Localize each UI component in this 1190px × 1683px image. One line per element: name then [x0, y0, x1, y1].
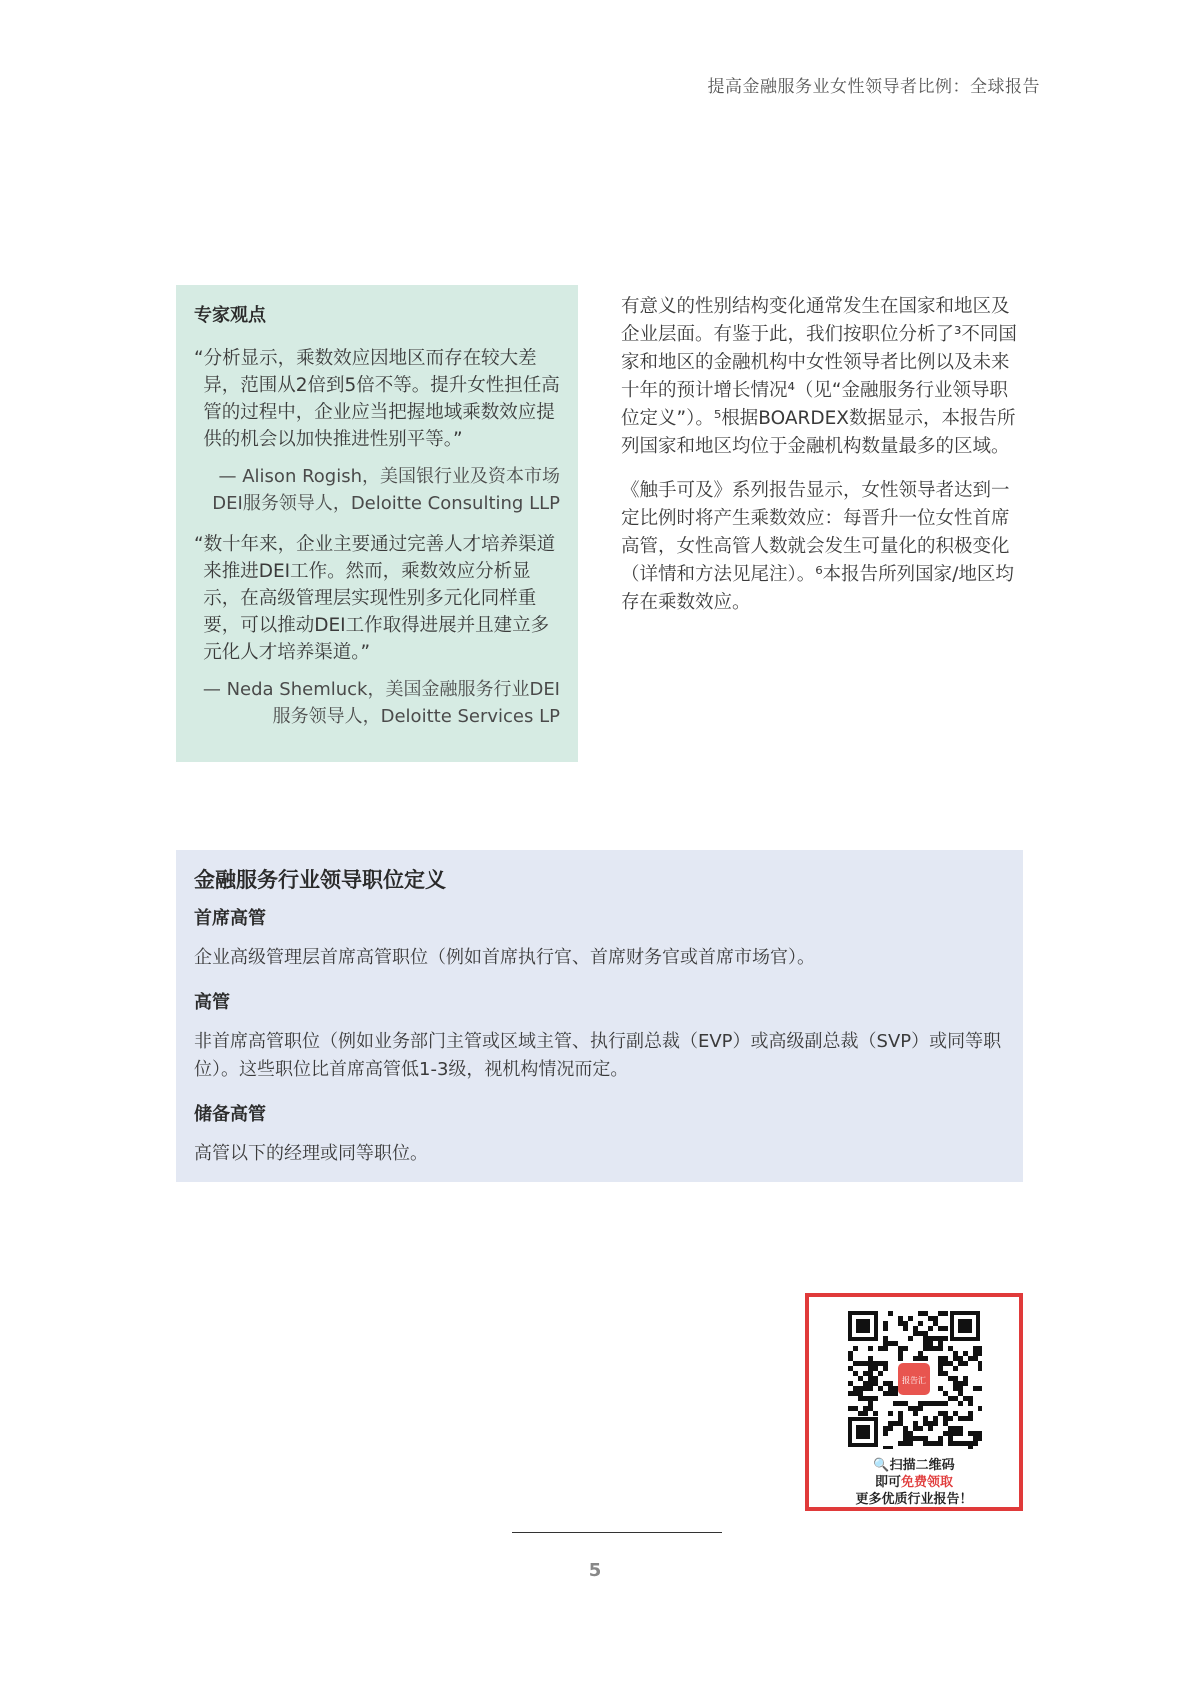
report-title: 提高金融服务业女性领导者比例：全球报告 [707, 77, 1040, 97]
definition-desc: 非首席高管职位（例如业务部门主管或区域主管、执行副总裁（EVP）或高级副总裁（SVP）或同等职位）。这些职位比首席高管低1-3级，视机构情况而定。 [194, 1031, 1002, 1080]
quote-1: “分析显示，乘数效应因地区而存在较大差异，范围从2倍到5倍不等。提升女性担任高管的过程中，企业应当把握地域乘数效应提供的机会以加快推进性别平等。” [194, 348, 560, 450]
attribution-line: — Alison Rogish，美国银行业及资本市场 [218, 466, 560, 487]
attribution-line: — Neda Shemluck，美国金融服务行业DEI [202, 679, 560, 700]
footer-divider [512, 1532, 722, 1533]
definition-desc: 高管以下的经理或同等职位。 [194, 1143, 428, 1164]
quote-1-attribution [194, 463, 560, 517]
definition-desc: 企业高级管理层首席高管职位（例如首席执行官、首席财务官或首席市场官）。 [194, 947, 815, 968]
attribution-line: DEI服务领导人，Deloitte Consulting LLP [212, 493, 560, 514]
qr-code-promo[interactable] [805, 1293, 1023, 1511]
definition-term: 首席高管 [194, 908, 266, 929]
body-paragraph: 《触手可及》系列报告显示，女性领导者达到一定比例时将产生乘数效应：每晋升一位女性首席高管，女性高管人数就会发生可量化的积极变化（详情和方法见尾注）。⁶本报告所列国家/地区均存在乘数效应。 [621, 480, 1014, 613]
qr-caption-line [809, 1474, 1019, 1491]
expert-views-title: 专家观点 [194, 305, 266, 326]
expert-views-box [176, 285, 578, 762]
qr-caption-line: 🔍扫描二维码 [873, 1458, 955, 1473]
definitions-title: 金融服务行业领导职位定义 [194, 868, 446, 892]
qr-caption-prefix: 即可 [874, 1475, 901, 1490]
qr-caption-highlight: 免费领取 [901, 1475, 954, 1490]
definitions-box [176, 850, 1023, 1182]
qr-caption-line: 更多优质行业报告！ [855, 1492, 973, 1507]
attribution-line: 服务领导人，Deloitte Services LP [272, 706, 560, 727]
definition-term: 高管 [194, 992, 230, 1013]
body-paragraph: 有意义的性别结构变化通常发生在国家和地区及企业层面。有鉴于此，我们按职位分析了³不同国家和地区的金融机构中女性领导者比例以及未来十年的预计增长情况⁴（见“金融服务行业领导职位定义”）。⁵根据BOARDEX数据显示，本报告所列国家和地区均位于金融机构数量最多的区域。 [621, 296, 1017, 457]
page-number: 5 [588, 1560, 602, 1581]
quote-2: “数十年来，企业主要通过完善人才培养渠道来推进DEI工作。然而，乘数效应分析显示，在高级管理层实现性别多元化同样重要，可以推动DEI工作取得进展并且建立多元化人才培养渠道。” [194, 534, 556, 663]
body-text-column [621, 293, 1026, 633]
definition-term: 储备高管 [194, 1104, 266, 1125]
qr-caption [809, 1457, 1019, 1508]
qr-logo-text: 报告汇 [902, 1376, 926, 1385]
qr-code-icon[interactable] [846, 1309, 982, 1449]
quote-2-attribution [194, 676, 560, 730]
